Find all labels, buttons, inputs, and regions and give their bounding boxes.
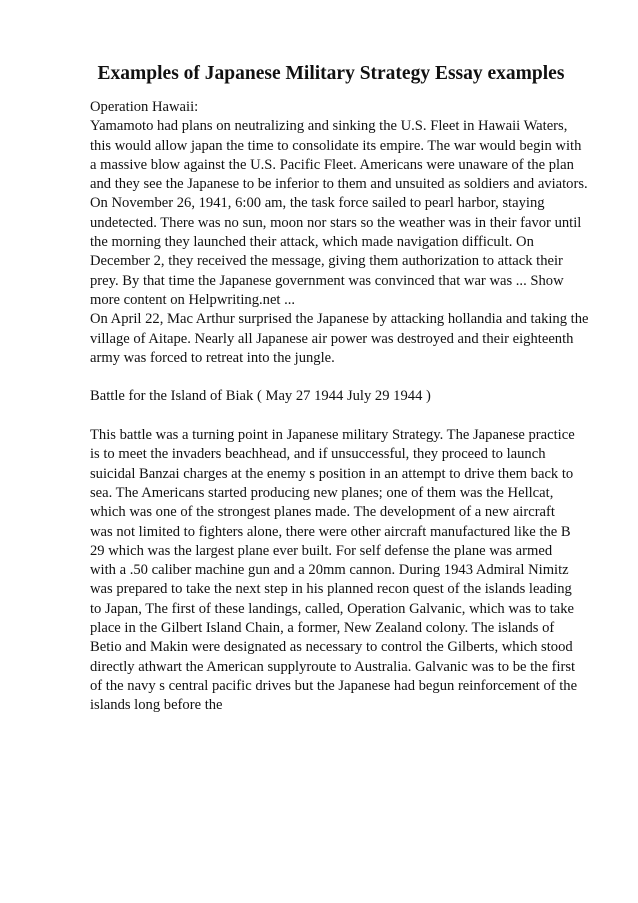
text-line: the morning they launched their attack, which made navigation difficult. On [90, 234, 534, 251]
text-line: undetected. There was no sun, moon nor stars so the weather was in their favor until [90, 214, 582, 231]
text-line: more content on Helpwriting.net ... [90, 291, 296, 308]
paragraph-gap [90, 407, 590, 426]
text-line: to Japan, The first of these landings, called, Operation Galvanic, which was to take [90, 600, 575, 617]
text-line: islands long before the [90, 697, 223, 714]
text-line: was prepared to take the next step in his planned recon quest of the islands leading [90, 581, 572, 598]
paragraph-operation-hawaii [90, 98, 590, 368]
text-line: 29 which was the largest plane ever built. For self defense the plane was armed [90, 542, 553, 559]
text-line: Battle for the Island of Biak ( May 27 1944 July 29 1944 ) [90, 388, 431, 405]
text-line: was not limited to fighters alone, there were other aircraft manufactured like the B [90, 523, 571, 540]
text-line: is to meet the invaders beachhead, and if unsuccessful, they proceed to launch [90, 446, 546, 463]
text-line: a massive blow against the U.S. Pacific Fleet. Americans were unaware of the plan [90, 156, 574, 173]
text-line: On November 26, 1941, 6:00 am, the task force sailed to pearl harbor, staying [90, 195, 545, 212]
text-line: army was forced to retreat into the jungle. [90, 349, 335, 366]
document-body [90, 98, 590, 716]
text-line: On April 22, Mac Arthur surprised the Japanese by attacking hollandia and taking the [90, 311, 589, 328]
text-line: This battle was a turning point in Japanese military Strategy. The Japanese practice [90, 427, 575, 444]
text-line: village of Aitape. Nearly all Japanese air power was destroyed and their eighteenth [90, 330, 574, 347]
text-line: Betio and Makin were designated as necessary to control the Gilberts, which stood [90, 639, 573, 656]
text-line: with a .50 caliber machine gun and a 20mm cannon. During 1943 Admiral Nimitz [90, 562, 569, 579]
paragraph-battle-heading [90, 387, 590, 406]
text-line: Operation Hawaii: [90, 99, 199, 115]
text-line: Yamamoto had plans on neutralizing and sinking the U.S. Fleet in Hawaii Waters, [90, 118, 568, 135]
text-line: prey. By that time the Japanese government was convinced that war was ... Show [90, 272, 564, 289]
text-line: of the navy s central pacific drives but the Japanese had begun reinforcement of the [90, 677, 578, 694]
paragraph-turning-point [90, 426, 590, 715]
paragraph-gap [90, 368, 590, 387]
text-line: place in the Gilbert Island Chain, a former, New Zealand colony. The islands of [90, 620, 555, 637]
text-line: and they see the Japanese to be inferior to them and unsuited as soldiers and aviators. [90, 176, 588, 193]
text-line: directly athwart the American supplyroute to Australia. Galvanic was to be the first [90, 658, 576, 675]
text-line: sea. The Americans started producing new planes; one of them was the Hellcat, [90, 484, 554, 501]
text-line: which was one of the strongest planes made. The development of a new aircraft [90, 504, 555, 521]
text-line: December 2, they received the message, giving them authorization to attack their [90, 253, 563, 270]
text-line: suicidal Banzai charges at the enemy s position in an attempt to drive them back to [90, 465, 574, 482]
page-title: Examples of Japanese Military Strategy Essay examples [97, 63, 565, 84]
text-line: this would allow japan the time to consolidate its empire. The war would begin with [90, 137, 582, 154]
